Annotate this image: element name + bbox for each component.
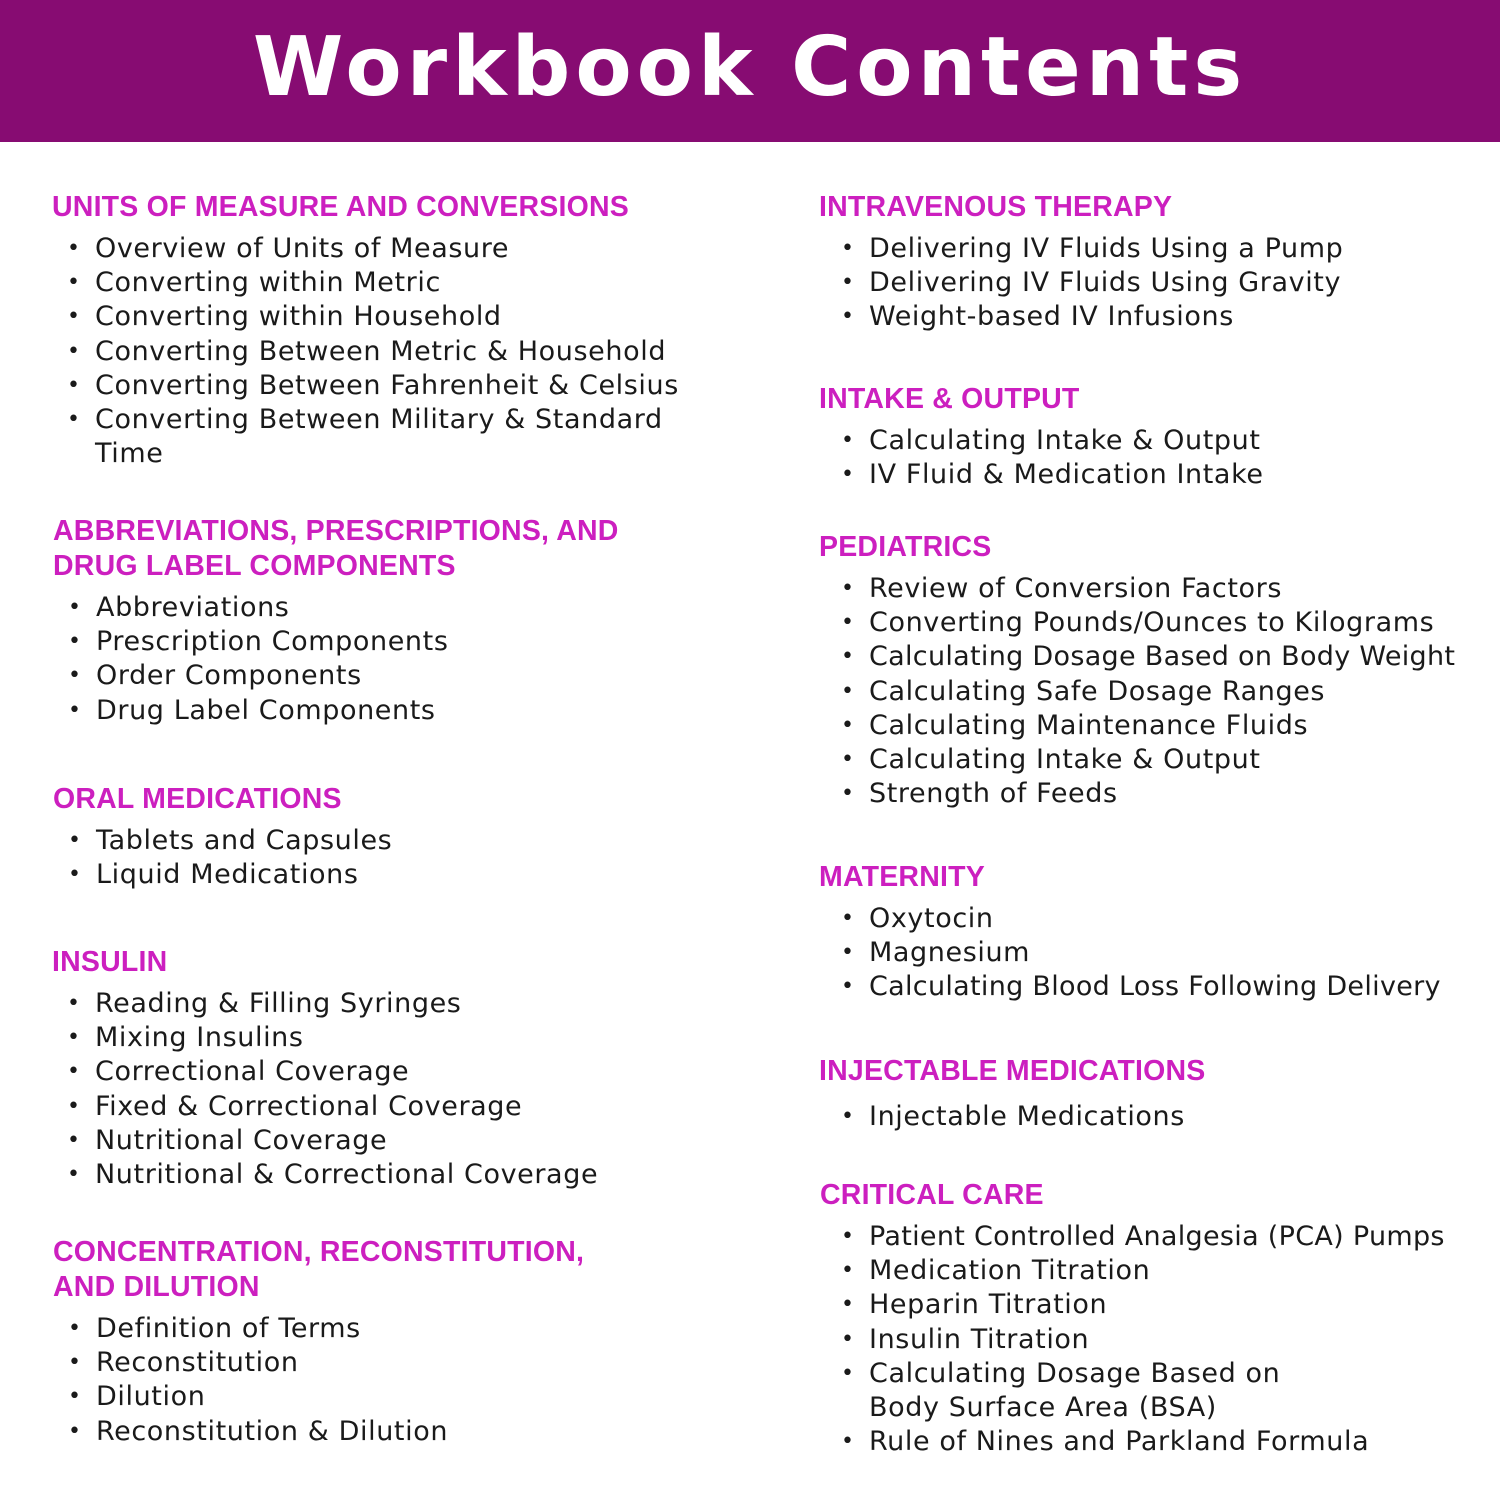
page-title: Workbook Contents [252,20,1248,115]
section-units-of-measure [52,190,732,471]
list-item: • Calculating Blood Loss Following Delivery [819,970,1489,1004]
bullet-icon: • [68,1350,82,1376]
bullet-icon: • [841,1429,855,1455]
list-item: • Dilution [53,1380,693,1414]
bullet-icon: • [67,304,81,330]
list-item: • Drug Label Components [53,694,693,728]
bullet-icon: • [68,1384,82,1410]
list-item: • Calculating Maintenance Fluids [819,709,1489,743]
section-intravenous-therapy [819,190,1479,335]
list-item: • Mixing Insulins [52,1021,692,1055]
list-item: • Abbreviations [53,591,693,625]
list-item: • Reconstitution & Dilution [53,1415,693,1449]
bullet-icon: • [841,1326,855,1352]
bullet-icon: • [68,828,82,853]
topic-list [819,1100,1489,1134]
list-item: • Converting Between Military & Standard Time [67,404,663,470]
bullet-icon: • [841,678,855,704]
list-item: • Calculating Safe Dosage Ranges [819,675,1489,709]
topic-list [53,591,693,728]
bullet-icon: • [68,663,82,689]
bullet-icon: • [841,428,855,453]
topic-list [819,232,1479,335]
list-item: • Converting Between Metric & Household [52,335,732,369]
section-heading: UNITS OF MEASURE AND CONVERSIONS [52,191,629,223]
topic-list [52,232,732,471]
bullet-icon: • [68,697,82,723]
list-item: • Oxytocin [819,902,1489,936]
bullet-icon: • [68,595,82,620]
list-item: • Nutritional & Correctional Coverage [52,1158,692,1192]
bullet-icon: • [67,1127,81,1153]
section-maternity [819,860,1489,1005]
bullet-icon: • [67,991,81,1016]
section-heading: MATERNITY [819,861,985,893]
list-item: • Fixed & Correctional Coverage [52,1090,692,1124]
list-item: • Rule of Nines and Parkland Formula [820,1425,1490,1459]
bullet-icon: • [841,747,855,773]
topic-list [53,824,693,892]
section-insulin [52,945,692,1192]
list-item: • Tablets and Capsules [53,824,693,858]
bullet-icon: • [841,270,855,296]
list-item: • Reconstitution [53,1346,693,1380]
topic-list [819,424,1479,492]
list-item: • Calculating Dosage Based on Body Weight [819,640,1489,674]
bullet-icon: • [841,644,855,670]
list-item: • Insulin Titration [820,1323,1490,1357]
list-item: • Magnesium [819,936,1489,970]
bullet-icon: • [68,862,82,888]
bullet-icon: • [67,1093,81,1119]
section-heading: ORAL MEDICATIONS [53,783,342,815]
section-oral-medications [53,782,693,892]
bullet-icon: • [841,906,855,931]
section-heading: CONCENTRATION, RECONSTITUTION, AND DILUTION [53,1236,585,1303]
list-item: • Converting within Metric [52,266,732,300]
bullet-icon: • [841,940,855,966]
bullet-icon: • [68,629,82,655]
list-item: • Calculating Intake & Output [819,743,1489,777]
bullet-icon: • [67,236,81,261]
list-item: • Review of Conversion Factors [819,572,1489,606]
bullet-icon: • [67,338,81,364]
bullet-icon: • [841,1360,855,1386]
section-heading: CRITICAL CARE [820,1179,1044,1211]
list-item: • Nutritional Coverage [52,1124,692,1158]
bullet-icon: • [841,236,855,261]
bullet-icon: • [841,462,855,488]
bullet-icon: • [67,372,81,398]
list-item: • Order Components [53,659,693,693]
list-item: • Converting within Household [52,300,732,334]
bullet-icon: • [67,407,81,433]
section-heading: ABBREVIATIONS, PRESCRIPTIONS, AND DRUG LABEL COMPONENTS [53,515,619,582]
list-item: • Correctional Coverage [52,1055,692,1089]
bullet-icon: • [841,576,855,601]
section-injectable-medications [819,1054,1489,1134]
section-heading: INSULIN [52,946,168,978]
topic-list [819,902,1489,1005]
bullet-icon: • [841,304,855,330]
list-item: • Definition of Terms [53,1312,693,1346]
list-item: • Prescription Components [53,625,693,659]
bullet-icon: • [841,974,855,1000]
topic-list [819,572,1489,811]
bullet-icon: • [68,1316,82,1341]
list-item: • Overview of Units of Measure [52,232,732,266]
bullet-icon: • [841,1104,855,1129]
bullet-icon: • [67,1025,81,1051]
list-item: • Converting Between Fahrenheit & Celsius [52,369,732,403]
list-item: • Weight-based IV Infusions [819,300,1479,334]
bullet-icon: • [67,270,81,296]
list-item: • IV Fluid & Medication Intake [819,458,1479,492]
section-heading: PEDIATRICS [819,531,992,563]
bullet-icon: • [67,1059,81,1085]
section-critical-care [820,1178,1490,1459]
list-item: • Liquid Medications [53,858,693,892]
topic-list [52,987,692,1192]
list-item: • Delivering IV Fluids Using a Pump [819,232,1479,266]
list-item: • Patient Controlled Analgesia (PCA) Pumps [820,1220,1490,1254]
list-item: • Calculating Intake & Output [819,424,1479,458]
list-item: • Medication Titration [820,1254,1490,1288]
title-banner [0,0,1500,142]
topic-list [820,1220,1490,1459]
list-item: • Converting Pounds/Ounces to Kilograms [819,606,1489,640]
section-heading: INTRAVENOUS THERAPY [819,191,1173,223]
list-item: • Strength of Feeds [819,777,1489,811]
section-heading: INJECTABLE MEDICATIONS [819,1055,1206,1087]
bullet-icon: • [67,1162,81,1188]
section-concentration [53,1235,693,1449]
topic-list [53,1312,693,1449]
bullet-icon: • [841,1258,855,1284]
bullet-icon: • [841,1224,855,1249]
list-item: • Reading & Filling Syringes [52,987,692,1021]
list-item: • Injectable Medications [819,1100,1489,1134]
bullet-icon: • [841,610,855,636]
section-pediatrics [819,530,1489,811]
section-intake-output [819,382,1479,492]
list-item: • Calculating Dosage Based on Body Surface Area (BSA) [841,1357,1281,1424]
bullet-icon: • [841,1292,855,1318]
section-heading: INTAKE & OUTPUT [819,383,1080,415]
list-item: • Delivering IV Fluids Using Gravity [819,266,1479,300]
bullet-icon: • [841,781,855,807]
list-item: • Heparin Titration [820,1288,1490,1322]
section-abbreviations [53,514,693,728]
bullet-icon: • [68,1418,82,1444]
bullet-icon: • [841,712,855,738]
